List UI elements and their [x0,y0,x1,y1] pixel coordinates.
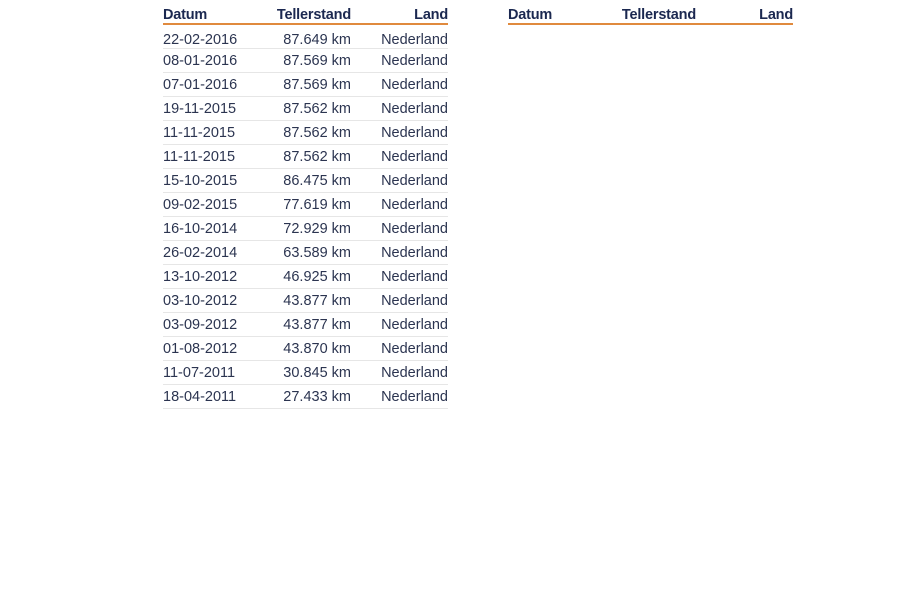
cell-date: 11-07-2011 [163,361,263,385]
cell-odometer: 30.845 km [263,361,351,385]
cell-country: Nederland [351,361,448,385]
table-body [163,24,448,409]
cell-odometer: 87.569 km [263,49,351,73]
cell-country: Nederland [351,145,448,169]
cell-odometer: 63.589 km [263,241,351,265]
column-header-country: Land [696,6,793,24]
cell-country: Nederland [351,385,448,409]
cell-date: 22-02-2016 [163,24,263,49]
table-row [163,361,448,385]
cell-odometer: 77.619 km [263,193,351,217]
cell-date: 08-01-2016 [163,49,263,73]
table-row [163,241,448,265]
table-row [163,24,448,49]
cell-odometer: 27.433 km [263,385,351,409]
cell-date: 13-10-2012 [163,265,263,289]
table-row [163,289,448,313]
cell-country: Nederland [351,193,448,217]
cell-date: 19-11-2015 [163,97,263,121]
cell-odometer: 72.929 km [263,217,351,241]
header-row [508,6,793,24]
cell-odometer: 43.877 km [263,313,351,337]
cell-country: Nederland [351,97,448,121]
cell-date: 03-09-2012 [163,313,263,337]
cell-date: 11-11-2015 [163,145,263,169]
table-row [163,265,448,289]
cell-date: 09-02-2015 [163,193,263,217]
odometer-history-table-right [508,6,793,25]
cell-odometer: 87.562 km [263,97,351,121]
table-row [163,385,448,409]
cell-date: 11-11-2015 [163,121,263,145]
column-header-odometer: Tellerstand [263,6,351,24]
column-header-date: Datum [163,6,263,24]
table-row [163,97,448,121]
cell-odometer: 87.569 km [263,73,351,97]
cell-country: Nederland [351,49,448,73]
cell-odometer: 46.925 km [263,265,351,289]
cell-odometer: 43.870 km [263,337,351,361]
cell-date: 26-02-2014 [163,241,263,265]
cell-country: Nederland [351,169,448,193]
cell-date: 07-01-2016 [163,73,263,97]
cell-country: Nederland [351,241,448,265]
table-row [163,121,448,145]
cell-odometer: 86.475 km [263,169,351,193]
cell-date: 03-10-2012 [163,289,263,313]
cell-country: Nederland [351,337,448,361]
cell-odometer: 87.562 km [263,121,351,145]
cell-date: 18-04-2011 [163,385,263,409]
header-row [163,6,448,24]
table-row [163,169,448,193]
cell-odometer: 87.649 km [263,24,351,49]
table-row [163,145,448,169]
column-header-date: Datum [508,6,608,24]
cell-country: Nederland [351,73,448,97]
cell-date: 15-10-2015 [163,169,263,193]
cell-country: Nederland [351,217,448,241]
cell-country: Nederland [351,313,448,337]
cell-odometer: 87.562 km [263,145,351,169]
odometer-history-table-left [163,6,448,409]
column-header-odometer: Tellerstand [608,6,696,24]
cell-country: Nederland [351,121,448,145]
table-row [163,337,448,361]
cell-country: Nederland [351,265,448,289]
table-row [163,49,448,73]
cell-country: Nederland [351,289,448,313]
table-row [163,193,448,217]
cell-country: Nederland [351,24,448,49]
table-row [163,73,448,97]
table-row [163,217,448,241]
cell-date: 16-10-2014 [163,217,263,241]
cell-date: 01-08-2012 [163,337,263,361]
table-row [163,313,448,337]
column-header-country: Land [351,6,448,24]
cell-odometer: 43.877 km [263,289,351,313]
